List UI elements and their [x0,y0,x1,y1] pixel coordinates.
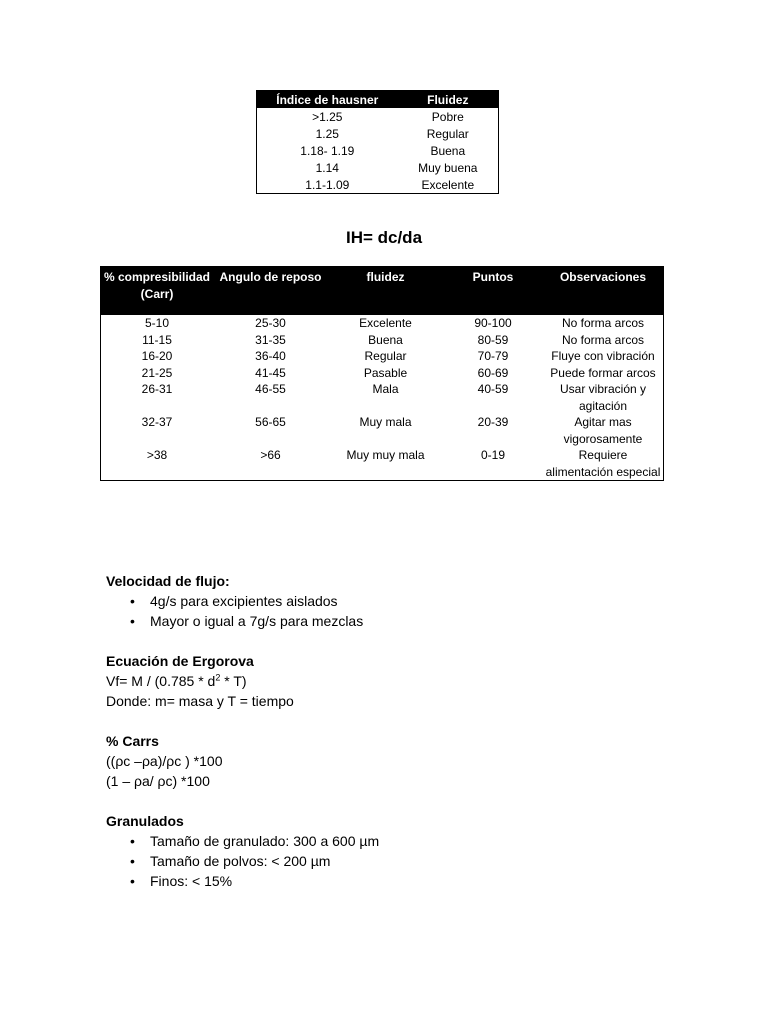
carr-cell: Fluye con vibración [551,349,655,363]
carr-header-compresibilidad: % compresibilidad (Carr) [101,267,213,315]
carr-cell: 60-69 [477,365,509,380]
carr-cell: 0-19 [480,448,506,462]
hausner-cell: Buena [430,143,466,158]
carr-cell: Excelente [359,316,412,330]
carr-header-fluidez: fluidez [328,267,443,315]
ergorova-exponent: 2 [215,672,221,683]
list-item-text: 4g/s para excipientes aislados [150,593,338,609]
hausner-cell: Pobre [431,109,464,124]
hausner-cell: Muy buena [418,160,478,175]
carr-cell: 40-59 [477,382,509,396]
bullet-icon: • [130,873,135,889]
carr-header-observaciones: Observaciones [543,267,663,315]
bullet-icon: • [130,593,135,609]
hausner-formula: IH= dc/da [345,228,423,247]
velocidad-heading: Velocidad de flujo: [106,573,230,589]
table-row [257,142,498,159]
table-row [101,365,663,382]
list-item [106,591,706,611]
carr-header-angulo: Angulo de reposo [213,267,328,315]
carr-cell: 70-79 [477,349,509,363]
table-row [257,108,498,125]
table-row [101,414,663,447]
ergorova-donde: Donde: m= masa y T = tiempo [106,693,294,709]
carr-cell: 16-20 [141,349,173,363]
carr-cell: Requiere alimentación especial [545,448,661,479]
bullet-icon: • [130,853,135,869]
table-row [101,381,663,414]
hausner-cell: Excelente [421,177,475,192]
carrs-heading: % Carrs [106,733,159,749]
carr-cell: Muy mala [359,415,412,429]
carr-cell: 56-65 [255,415,286,429]
hausner-cell: 1.18- 1.19 [300,143,355,158]
list-item-text: Tamaño de polvos: < 200 µm [150,853,331,869]
granulados-list [106,831,706,891]
carr-header-puntos: Puntos [443,267,543,315]
carr-cell: 31-35 [255,332,286,347]
carr-cell: 21-25 [141,365,173,380]
table-row [257,125,498,142]
carr-cell: 11-15 [142,332,172,347]
list-item [106,851,706,871]
carr-cell: 41-45 [255,365,286,380]
bullet-icon: • [130,613,135,629]
carr-header-row [101,267,663,315]
carr-cell: Muy muy mala [346,448,425,462]
granulados-heading: Granulados [106,813,184,829]
carr-cell: 46-55 [255,382,286,396]
table-row [101,332,663,349]
carr-cell: Puede formar arcos [550,365,656,380]
carr-cell: Mala [372,382,399,396]
hausner-header-fluidez: Fluidez [398,91,498,108]
ergorova-equation [106,671,706,691]
list-item [106,611,706,631]
carr-cell: 25-30 [255,316,286,330]
hausner-cell: >1.25 [312,109,343,124]
velocidad-list [106,591,706,631]
carr-cell: 32-37 [141,415,173,429]
carrs-formula-1: ((ρc –ρa)/ρc ) *100 [106,753,223,769]
notes-section [106,571,706,891]
ergorova-heading: Ecuación de Ergorova [106,653,254,669]
carr-cell: 5-10 [144,316,170,330]
hausner-cell: Regular [426,126,469,141]
carr-cell: 80-59 [477,332,509,347]
carr-cell: >66 [260,448,281,462]
carr-cell: Agitar mas vigorosamente [563,415,643,446]
table-row [101,315,663,332]
hausner-table [256,90,499,194]
carr-cell: 36-40 [255,349,286,363]
carr-cell: 26-31 [141,382,173,396]
carr-cell: No forma arcos [561,332,645,347]
table-row [257,176,498,193]
bullet-icon: • [130,833,135,849]
list-item-text: Finos: < 15% [150,873,233,889]
list-item [106,871,706,891]
carr-table [100,266,664,481]
table-row [257,159,498,176]
table-row [101,447,663,480]
hausner-header-indice: Índice de hausner [257,91,398,108]
list-item-text: Mayor o igual a 7g/s para mezclas [150,613,364,629]
ergorova-eq-part: * T) [220,673,247,689]
hausner-cell: 1.1-1.09 [305,177,350,192]
carr-cell: >38 [146,448,168,462]
carr-cell: Regular [364,349,407,363]
carr-cell: 90-100 [474,316,512,330]
hausner-cell: 1.25 [315,126,339,141]
hausner-header-row [257,91,498,108]
carr-cell: 20-39 [477,415,509,429]
carr-cell: Usar vibración y agitación [559,382,647,413]
carr-cell: Pasable [363,365,408,380]
list-item-text: Tamaño de granulado: 300 a 600 µm [150,833,380,849]
table-row [101,348,663,365]
carr-cell: No forma arcos [561,316,645,330]
carrs-formula-2: (1 – ρa/ ρc) *100 [106,773,210,789]
carr-cell: Buena [368,332,403,347]
hausner-cell: 1.14 [315,160,339,175]
ergorova-eq-part: Vf= M / (0.785 * d [106,673,216,689]
list-item [106,831,706,851]
